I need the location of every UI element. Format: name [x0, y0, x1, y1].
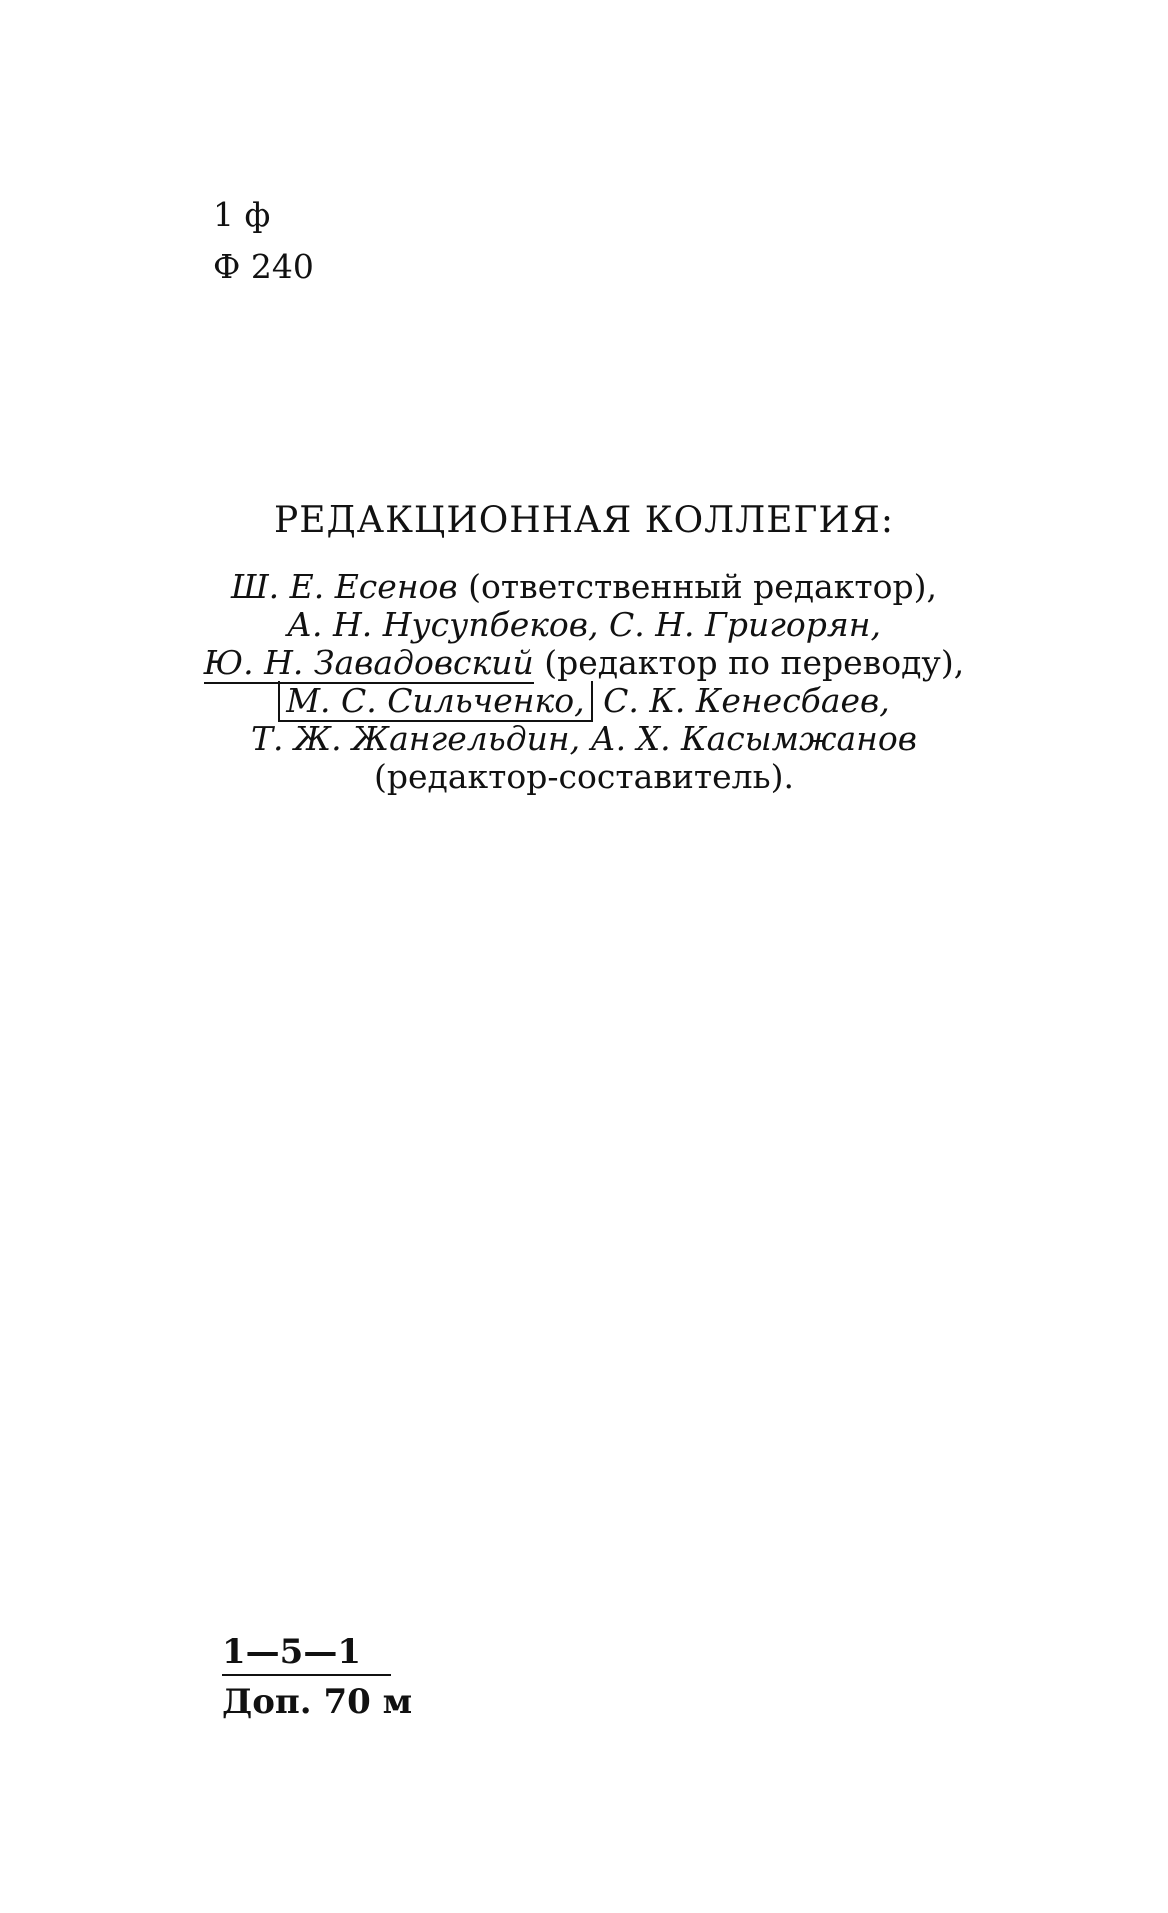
order-extra: Доп. 70 м	[222, 1682, 413, 1722]
deceased-member-name: М. С. Сильченко,	[278, 681, 592, 722]
board-member-name: Ю. Н. Завадовский	[203, 643, 534, 682]
print-order-block	[222, 1632, 412, 1722]
editorial-board-heading: РЕДАКЦИОННАЯ КОЛЛЕГИЯ:	[274, 500, 894, 541]
board-member-role: (редактор по переводу),	[544, 643, 965, 682]
board-member-names: А. Н. Нусупбеков, С. Н. Григорян,	[287, 605, 881, 644]
board-member-name: Ш. Е. Есенов	[231, 567, 458, 606]
order-number: 1—5—1	[222, 1632, 391, 1676]
board-line-5	[0, 720, 1168, 758]
classification-code-1: 1 ф	[213, 195, 271, 234]
board-line-3	[0, 644, 1168, 682]
editorial-board-list	[0, 568, 1168, 796]
board-member-name: С. К. Кенесбаев,	[603, 681, 890, 720]
board-member-role: (ответственный редактор),	[468, 567, 937, 606]
board-member-role: (редактор-составитель).	[374, 757, 794, 796]
board-line-1	[0, 568, 1168, 606]
board-line-6	[0, 758, 1168, 796]
board-line-2	[0, 606, 1168, 644]
board-member-names: Т. Ж. Жангельдин, А. Х. Касымжанов	[251, 719, 917, 758]
classification-code-2: Ф 240	[213, 247, 314, 286]
board-line-4	[0, 682, 1168, 720]
